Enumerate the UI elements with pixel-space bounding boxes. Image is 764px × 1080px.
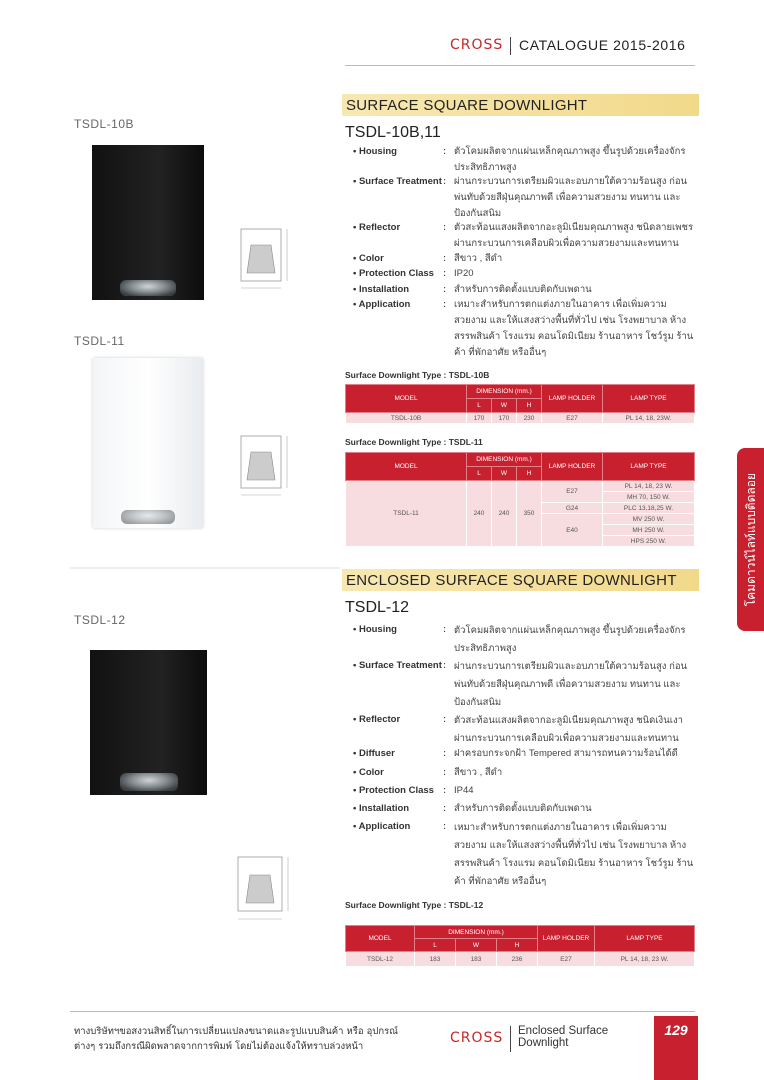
model-label-tsdl-10b: TSDL-10B xyxy=(74,117,135,131)
section-heading-surface-square: SURFACE SQUARE DOWNLIGHT xyxy=(342,94,699,116)
spec-label: • Application xyxy=(353,821,411,832)
th-h: H xyxy=(497,939,538,952)
spec-value: ตัวสะท้อนแสงผลิตจากอะลูมิเนียมคุณภาพสูง ชนิดเงินเงา ผ่านกระบวนการเคลือบผิวเพื่อความสวยงามและทนทาน xyxy=(454,715,683,744)
th-w: W xyxy=(492,467,517,481)
th-l: L xyxy=(467,467,492,481)
cell-holder: E40 xyxy=(542,514,603,547)
th-model: MODEL xyxy=(346,926,415,952)
side-category-tab xyxy=(737,448,764,631)
spec-colon: : xyxy=(443,253,447,264)
spec-colon: : xyxy=(443,748,447,759)
cell-holder: E27 xyxy=(538,952,595,967)
spec-value: สำหรับการติดตั้งแบบติดกับเพดาน xyxy=(454,803,592,814)
cell-lamp: MH 70, 150 W. xyxy=(603,492,695,503)
cell-model: TSDL-11 xyxy=(346,481,467,547)
cell-lamp: PL 14, 18, 23W. xyxy=(603,413,695,424)
footer-section-line1: Enclosed Surface xyxy=(518,1025,609,1037)
cell-h: 350 xyxy=(517,481,542,547)
side-tab-label: โคมดาวน์ไลท์แบบติดลอย xyxy=(744,472,758,607)
section-model-code: TSDL-12 xyxy=(345,599,410,616)
page-number: 129 xyxy=(654,1016,698,1080)
th-lamp-type: LAMP TYPE xyxy=(603,385,695,413)
th-lamp-holder: LAMP HOLDER xyxy=(542,385,603,413)
section-model-code: TSDL-10B,11 xyxy=(345,124,441,141)
spec-value: สำหรับการติดตั้งแบบติดกับเพดาน xyxy=(454,284,592,295)
th-model: MODEL xyxy=(346,453,467,481)
spec-value: IP20 xyxy=(454,268,474,279)
table-title-tsdl-12: Surface Downlight Type : TSDL-12 xyxy=(345,900,484,910)
model-label-tsdl-12: TSDL-12 xyxy=(74,613,126,627)
cell-l: 240 xyxy=(467,481,492,547)
table-row xyxy=(346,413,695,424)
model-label-tsdl-11: TSDL-11 xyxy=(74,334,125,348)
footer-disclaimer-line1: ทางบริษัทฯขอสงวนสิทธิ์ในการเปลี่ยนแปลงขนาดและรูปแบบสินค้า หรือ อุปกรณ์ xyxy=(74,1026,398,1037)
footer-brand-logo: CROSS xyxy=(450,1030,504,1046)
header-rule xyxy=(345,65,695,66)
spec-label: • Color xyxy=(353,253,384,264)
lamp-reflector xyxy=(121,510,175,524)
spec-label: • Protection Class xyxy=(353,268,434,279)
th-h: H xyxy=(517,467,542,481)
spec-value: IP44 xyxy=(454,785,474,796)
spec-value: เหมาะสำหรับการตกแต่งภายในอาคาร เพื่อเพิ่มความสวยงาม และให้แสงสว่างพื้นที่ทั่วไป เช่น โรงพยาบาล ห้างสรรพสินค้า โรงแรม คอนโดมิเนียม ร้านอาหาร โชว์รูม ร้านค้า ที่พักอาศัย หรืออื่นๆ xyxy=(454,299,694,358)
spec-value: ผ่านกระบวนการเตรียมผิวและอบภายใต้ความร้อนสูง ก่อนพ่นทับด้วยสีฝุ่นคุณภาพดี เพื่อความสวยงาม ทนทาน และป้องกันสนิม xyxy=(454,661,688,708)
table-title-tsdl-11: Surface Downlight Type : TSDL-11 xyxy=(345,437,483,447)
cell-lamp: HPS 250 W. xyxy=(603,536,695,547)
spec-label: • Installation xyxy=(353,284,410,295)
th-w: W xyxy=(492,399,517,413)
cell-model: TSDL-10B xyxy=(346,413,467,424)
spec-colon: : xyxy=(443,803,447,814)
cell-w: 183 xyxy=(456,952,497,967)
spec-value: เหมาะสำหรับการตกแต่งภายในอาคาร เพื่อเพิ่มความสวยงาม และให้แสงสว่างพื้นที่ทั่วไป เช่น โรงพยาบาล ห้างสรรพสินค้า โรงแรม คอนโดมิเนียม ร้านอาหาร โชว์รูม ร้านค้า ที่พักอาศัย หรืออื่นๆ xyxy=(454,822,694,887)
cell-lamp: PL 14, 18, 23 W. xyxy=(595,952,695,967)
dimension-drawing-tsdl-11 xyxy=(235,432,305,502)
spec-value: ฝาครอบกระจกฝ้า Tempered สามารถทนความร้อนได้ดี xyxy=(454,748,678,759)
spec-table-tsdl-12 xyxy=(345,925,695,967)
dimension-drawing-tsdl-12 xyxy=(232,853,302,925)
cell-l: 183 xyxy=(415,952,456,967)
spec-colon: : xyxy=(443,299,447,310)
th-lamp-holder: LAMP HOLDER xyxy=(538,926,595,952)
th-l: L xyxy=(467,399,492,413)
spec-table-tsdl-11 xyxy=(345,452,695,547)
spec-label: • Installation xyxy=(353,803,410,814)
th-l: L xyxy=(415,939,456,952)
th-w: W xyxy=(456,939,497,952)
footer-disclaimer-line2: ต่างๆ รวมถึงกรณีผิดพลาดจากการพิมพ์ โดยไม่ต้องแจ้งให้ทราบล่วงหน้า xyxy=(74,1041,364,1052)
spec-label: • Surface Treatment xyxy=(353,176,442,187)
spec-label: • Reflector xyxy=(353,222,401,233)
spec-label: • Surface Treatment xyxy=(353,660,442,671)
footer-disclaimer xyxy=(74,1024,454,1054)
cell-holder: E27 xyxy=(542,481,603,503)
th-model: MODEL xyxy=(346,385,467,413)
spec-colon: : xyxy=(443,767,447,778)
cell-holder: G24 xyxy=(542,503,603,514)
th-h: H xyxy=(517,399,542,413)
spec-colon: : xyxy=(443,821,447,832)
cell-w: 170 xyxy=(492,413,517,424)
spec-label: • Housing xyxy=(353,146,397,157)
lamp-image-tsdl-10b xyxy=(92,145,204,300)
footer-section-name xyxy=(518,1025,608,1049)
th-lamp-type: LAMP TYPE xyxy=(595,926,695,952)
footer-rule xyxy=(70,1011,695,1012)
spec-label: • Reflector xyxy=(353,714,401,725)
spec-label: • Color xyxy=(353,767,384,778)
spec-colon: : xyxy=(443,176,447,187)
table-row xyxy=(346,952,695,967)
header-brand-logo: CROSS xyxy=(450,37,504,53)
th-dimension: DIMENSION (mm.) xyxy=(467,385,542,399)
th-dimension: DIMENSION (mm.) xyxy=(467,453,542,467)
lamp-image-tsdl-11 xyxy=(93,358,203,528)
spec-value: สีขาว , สีดำ xyxy=(454,253,503,264)
spec-label: • Protection Class xyxy=(353,785,434,796)
cell-l: 170 xyxy=(467,413,492,424)
cell-lamp: PLC 13,18,25 W. xyxy=(603,503,695,514)
lamp-reflector xyxy=(120,773,178,791)
footer-section-line2: Downlight xyxy=(518,1037,569,1049)
spec-value: สีขาว , สีดำ xyxy=(454,767,503,778)
header-separator xyxy=(510,37,511,55)
footer-separator xyxy=(510,1026,511,1052)
th-dimension: DIMENSION (mm.) xyxy=(415,926,538,939)
spec-value: ตัวสะท้อนแสงผลิตจากอะลูมิเนียมคุณภาพสูง ชนิดลายเพชร ผ่านกระบวนการเคลือบผิวเพื่อความสวยงามและทนทาน xyxy=(454,222,694,249)
spec-colon: : xyxy=(443,268,447,279)
table-title-tsdl-10b: Surface Downlight Type : TSDL-10B xyxy=(345,370,490,380)
cell-lamp: PL 14, 18, 23 W. xyxy=(603,481,695,492)
cell-w: 240 xyxy=(492,481,517,547)
spec-colon: : xyxy=(443,222,447,233)
dimension-drawing-tsdl-10b xyxy=(235,225,305,295)
cell-lamp: MH 250 W. xyxy=(603,525,695,536)
th-lamp-type: LAMP TYPE xyxy=(603,453,695,481)
table-row xyxy=(346,481,695,492)
spec-value: ตัวโคมผลิตจากแผ่นเหล็กคุณภาพสูง ขึ้นรูปด้วยเครื่องจักรประสิทธิภาพสูง xyxy=(454,146,686,173)
cell-lamp: MV 250 W. xyxy=(603,514,695,525)
cell-model: TSDL-12 xyxy=(346,952,415,967)
lamp-reflector xyxy=(120,280,176,296)
spec-colon: : xyxy=(443,660,447,671)
th-lamp-holder: LAMP HOLDER xyxy=(542,453,603,481)
header-title: CATALOGUE 2015-2016 xyxy=(519,37,686,53)
section-heading-enclosed-surface-square: ENCLOSED SURFACE SQUARE DOWNLIGHT xyxy=(342,569,699,591)
spec-table-tsdl-10b xyxy=(345,384,695,424)
spec-colon: : xyxy=(443,624,447,635)
spec-colon: : xyxy=(443,785,447,796)
cell-h: 236 xyxy=(497,952,538,967)
cell-h: 230 xyxy=(517,413,542,424)
spec-colon: : xyxy=(443,284,447,295)
spec-label: • Application xyxy=(353,299,411,310)
spec-label: • Diffuser xyxy=(353,748,395,759)
spec-colon: : xyxy=(443,714,447,725)
section-divider xyxy=(70,567,340,569)
spec-label: • Housing xyxy=(353,624,397,635)
cell-holder: E27 xyxy=(542,413,603,424)
spec-colon: : xyxy=(443,146,447,157)
spec-value: ตัวโคมผลิตจากแผ่นเหล็กคุณภาพสูง ขึ้นรูปด้วยเครื่องจักรประสิทธิภาพสูง xyxy=(454,625,686,654)
lamp-image-tsdl-12 xyxy=(90,650,207,795)
spec-value: ผ่านกระบวนการเตรียมผิวและอบภายใต้ความร้อนสูง ก่อนพ่นทับด้วยสีฝุ่นคุณภาพดี เพื่อความสวยงาม ทนทาน และป้องกันสนิม xyxy=(454,176,688,219)
